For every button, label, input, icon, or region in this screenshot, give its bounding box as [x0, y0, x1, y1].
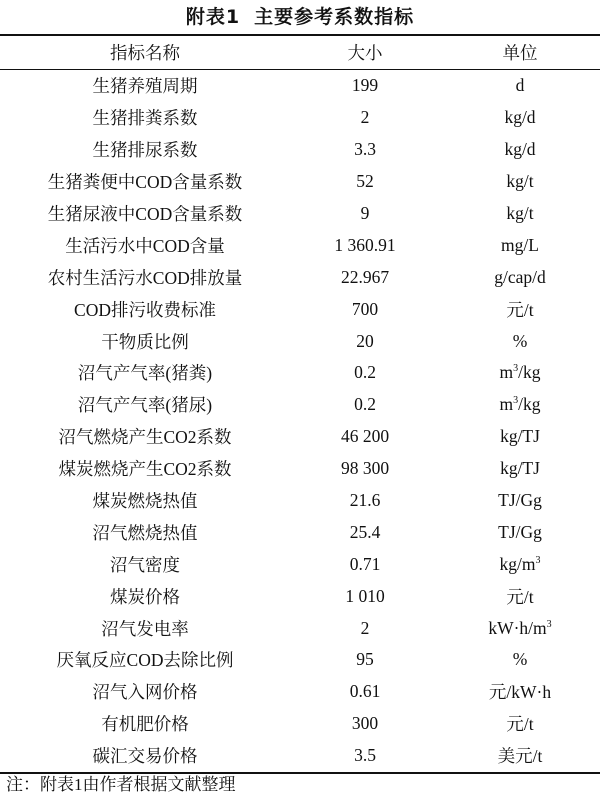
table-row [0, 548, 600, 580]
table-row [0, 580, 600, 612]
unit-text: d [515, 75, 525, 96]
row-value: 21.6 [349, 490, 381, 511]
row-unit [440, 394, 600, 415]
table-row [0, 166, 600, 198]
unit-text: kg/t [506, 203, 534, 223]
row-unit [440, 554, 600, 575]
header-name: 指标名称 [110, 43, 180, 63]
row-value: 2 [360, 107, 370, 128]
row-value: 300 [351, 713, 379, 734]
row-name: 生猪排粪系数 [92, 108, 198, 129]
row-value: 1 360.91 [334, 234, 396, 255]
row-name: 农村生活污水COD排放量 [47, 267, 243, 288]
row-name: 沼气燃烧热值 [92, 522, 198, 543]
table-row [0, 261, 600, 293]
row-value: 2 [360, 617, 370, 638]
table-row [0, 516, 600, 548]
table-row [0, 708, 600, 740]
row-unit [440, 490, 600, 511]
row-value: 9 [360, 203, 370, 223]
table-row [0, 740, 600, 772]
row-unit [440, 362, 600, 383]
row-name: 碳汇交易价格 [92, 746, 198, 767]
unit-text: 元/t [506, 299, 534, 320]
row-unit [440, 618, 600, 639]
unit-text: 元/kW·h [488, 682, 552, 703]
row-value: 95 [356, 649, 374, 670]
row-name: COD排污收费标准 [74, 299, 216, 320]
row-name: 生活污水中COD含量 [65, 235, 225, 256]
row-name: 煤炭燃烧热值 [92, 491, 198, 512]
row-name: 厌氧反应COD去除比例 [56, 650, 234, 671]
table-header-row [0, 36, 600, 70]
row-unit [440, 679, 600, 704]
row-value: 25.4 [349, 521, 381, 542]
row-unit [440, 711, 600, 736]
unit-text: % [512, 330, 528, 351]
row-value: 0.2 [354, 362, 376, 383]
row-unit [440, 75, 600, 96]
row-name: 煤炭燃烧产生CO2系数 [58, 459, 232, 480]
row-name: 生猪养殖周期 [92, 76, 198, 97]
unit-suffix: /kg [518, 394, 541, 415]
unit-text: m [499, 394, 514, 415]
row-value: 46 200 [340, 426, 390, 447]
unit-text: TJ/Gg [498, 521, 542, 542]
row-name: 干物质比例 [101, 331, 189, 352]
unit-superscript: 3 [546, 618, 552, 630]
table-row [0, 293, 600, 325]
header-unit: 单位 [502, 43, 538, 63]
row-name: 沼气密度 [110, 554, 180, 575]
row-value: 20 [356, 330, 374, 351]
row-value: 199 [351, 75, 379, 96]
header-value: 大小 [347, 43, 383, 63]
table-row [0, 134, 600, 166]
row-name: 沼气入网价格 [92, 682, 198, 703]
row-name: 生猪排尿系数 [92, 140, 198, 161]
row-unit [440, 139, 600, 160]
unit-superscript: 3 [513, 395, 519, 407]
row-unit [440, 331, 600, 352]
row-name: 生猪粪便中COD含量系数 [47, 172, 243, 193]
row-unit [440, 203, 600, 224]
row-unit [440, 426, 600, 447]
row-unit [440, 458, 600, 479]
row-value: 700 [351, 298, 379, 319]
unit-text: kg/d [504, 139, 536, 160]
unit-text: mg/L [501, 234, 539, 255]
unit-suffix: /kg [518, 362, 541, 383]
unit-text: kW·h/m [488, 617, 547, 638]
row-name: 生猪尿液中COD含量系数 [47, 204, 243, 224]
row-value: 0.71 [349, 553, 381, 574]
table-row [0, 357, 600, 389]
row-value: 0.61 [349, 681, 381, 702]
unit-text: 元/t [506, 586, 534, 607]
unit-text: 美元/t [497, 746, 543, 767]
table-row [0, 676, 600, 708]
unit-text: 元/t [506, 714, 534, 735]
unit-text: % [512, 649, 528, 670]
table-title [0, 2, 600, 29]
unit-text: kg/TJ [500, 426, 540, 447]
row-unit [440, 297, 600, 322]
table-body [0, 70, 600, 772]
row-unit [440, 267, 600, 288]
row-name: 有机肥价格 [101, 714, 189, 735]
table-row [0, 421, 600, 453]
row-value: 22.967 [340, 266, 390, 287]
row-unit [440, 743, 600, 768]
row-value: 3.3 [354, 139, 376, 160]
row-value: 98 300 [340, 458, 390, 479]
row-unit [440, 522, 600, 543]
table-row [0, 612, 600, 644]
unit-superscript: 3 [513, 363, 519, 375]
unit-text: g/cap/d [494, 266, 546, 287]
row-value: 1 010 [345, 585, 385, 606]
table-row [0, 389, 600, 421]
row-unit [440, 584, 600, 609]
table-row [0, 198, 600, 230]
unit-text: kg/m [499, 553, 536, 574]
row-unit [440, 171, 600, 192]
table-number: 附表1 [185, 6, 241, 28]
table-row [0, 644, 600, 676]
row-unit [440, 235, 600, 256]
table-note: 注：附表1由作者根据文献整理 [6, 775, 236, 794]
table-row [0, 325, 600, 357]
row-name: 煤炭价格 [110, 586, 180, 607]
parameter-table [0, 34, 600, 774]
row-value: 3.5 [354, 745, 376, 766]
row-name: 沼气产气率(猪粪) [77, 363, 213, 384]
unit-text: TJ/Gg [498, 490, 542, 511]
row-name: 沼气燃烧产生CO2系数 [58, 427, 232, 448]
unit-text: kg/d [504, 107, 536, 128]
unit-text: m [499, 362, 514, 383]
row-name: 沼气发电率 [101, 618, 189, 639]
unit-superscript: 3 [535, 554, 541, 566]
unit-text: kg/t [506, 171, 534, 192]
row-name: 沼气产气率(猪尿) [77, 395, 213, 416]
row-unit [440, 107, 600, 128]
unit-text: kg/TJ [500, 458, 540, 479]
table-row [0, 453, 600, 485]
table-row [0, 229, 600, 261]
row-unit [440, 649, 600, 670]
table-row [0, 70, 600, 102]
table-caption: 主要参考系数指标 [254, 6, 415, 28]
table-row [0, 102, 600, 134]
table-row [0, 485, 600, 517]
row-value: 0.2 [354, 394, 376, 415]
row-value: 52 [356, 171, 374, 192]
